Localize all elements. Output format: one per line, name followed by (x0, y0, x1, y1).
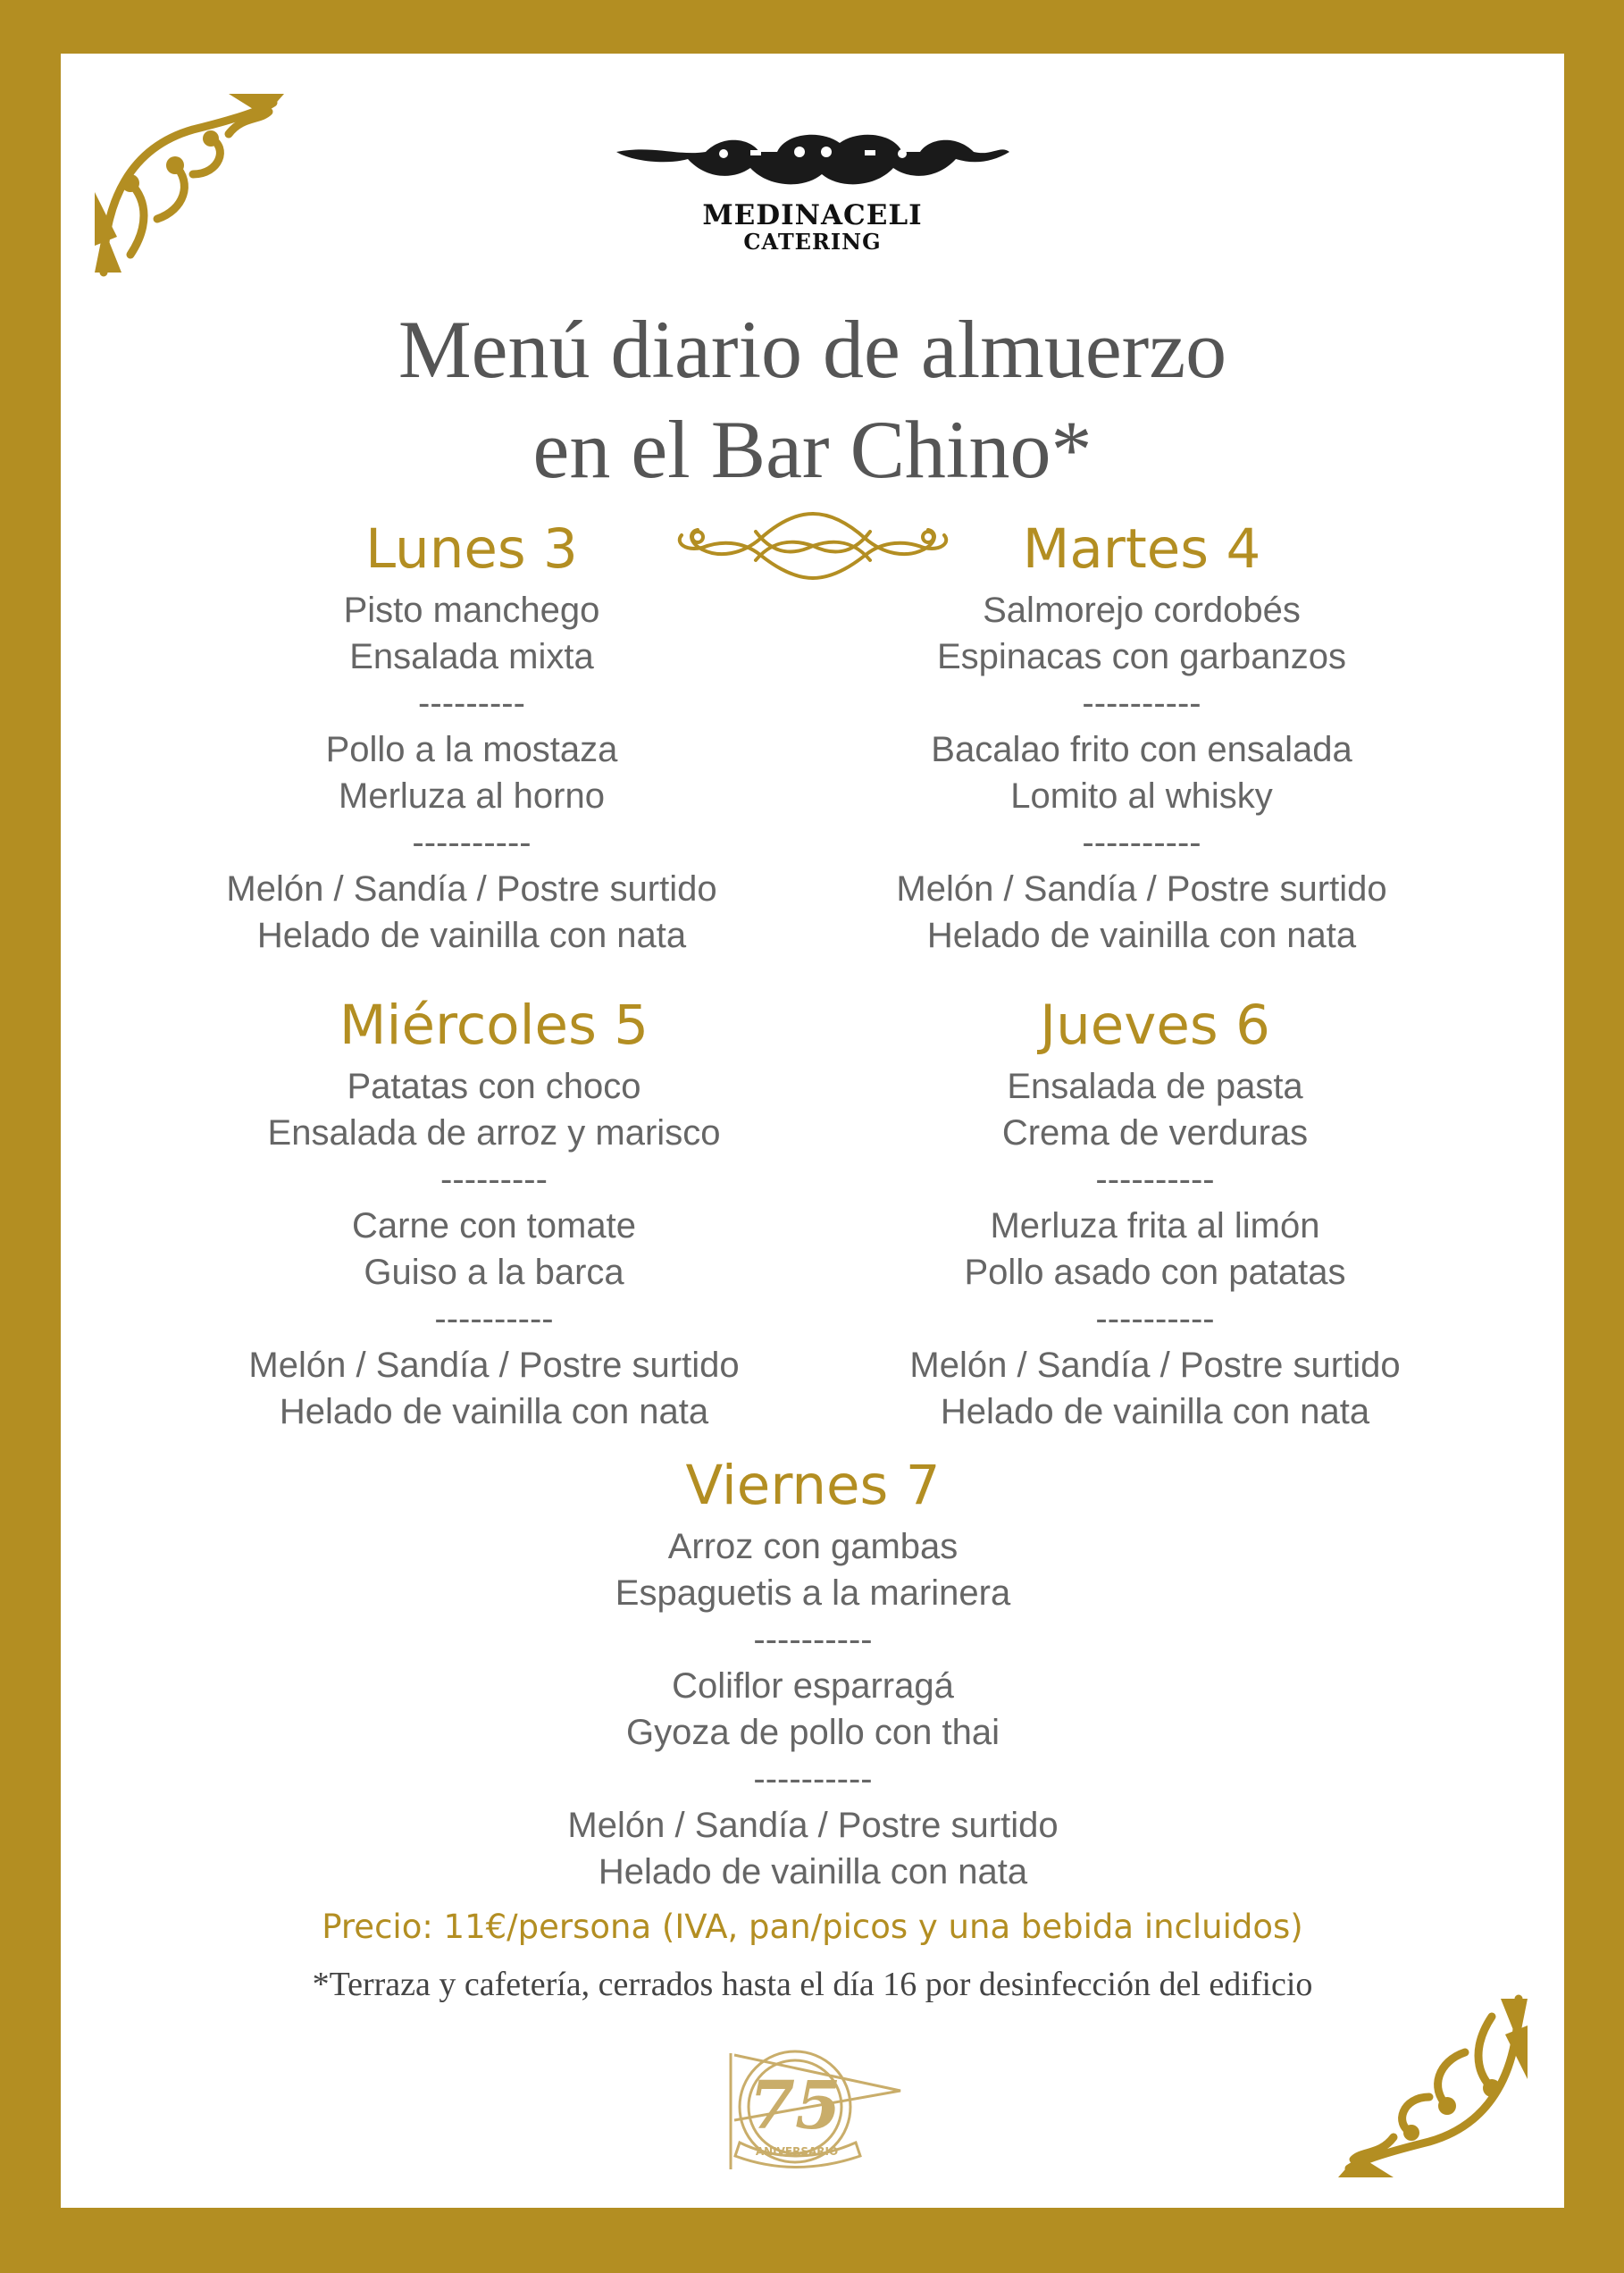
menu-item: Ensalada mixta (349, 637, 594, 676)
menu-panel (61, 54, 1564, 2208)
menu-item: Coliflor esparragá (672, 1666, 954, 1706)
emblem-number: 75 (749, 2068, 841, 2144)
day-martes (816, 516, 1468, 959)
day-title: Lunes 3 (365, 517, 578, 581)
price-line: Precio: 11€/persona (IVA, pan/picos y una bebida incluidos) (322, 1908, 1303, 1946)
closure-note: *Terraza y cafetería, cerrados hasta el día 16 por desinfección del edificio (312, 1966, 1313, 2003)
separator: --------- (418, 684, 525, 723)
separator: ---------- (1095, 1299, 1215, 1338)
menu-item: Melón / Sandía / Postre surtido (248, 1346, 740, 1385)
menu-item: Helado de vainilla con nata (926, 916, 1357, 955)
title-line-2: en el Bar Chino* (532, 404, 1092, 495)
day-lunes (146, 516, 798, 959)
menu-item: Helado de vainilla con nata (279, 1392, 709, 1431)
menu-item: Gyoza de pollo con thai (625, 1713, 1000, 1752)
day-title: Jueves 6 (1040, 994, 1270, 1057)
menu-item: Pollo a la mostaza (325, 730, 618, 769)
menu-item: Arroz con gambas (667, 1527, 958, 1566)
brand-subtitle: CATERING (743, 229, 882, 255)
anniversary-emblem-icon (713, 2035, 915, 2178)
title-line-1: Menú diario de almuerzo (398, 304, 1227, 395)
lion-crest-icon (616, 125, 1009, 189)
menu-item: Salmorejo cordobés (983, 591, 1301, 630)
menu-item: Helado de vainilla con nata (598, 1852, 1028, 1891)
separator: ---------- (1082, 684, 1201, 723)
day-title: Miércoles 5 (339, 994, 649, 1057)
menu-item: Pisto manchego (343, 591, 600, 630)
menu-item: Espinacas con garbanzos (936, 637, 1347, 676)
menu-item: Patatas con choco (347, 1067, 641, 1106)
day-title: Viernes 7 (685, 1454, 941, 1517)
menu-item: Lomito al whisky (1010, 776, 1273, 816)
separator: ---------- (412, 823, 532, 862)
menu-item: Ensalada de arroz y marisco (267, 1113, 721, 1153)
separator: ---------- (753, 1620, 873, 1659)
menu-item: Merluza frita al limón (990, 1206, 1320, 1246)
menu-item: Merluza al horno (339, 776, 605, 816)
menu-item: Melón / Sandía / Postre surtido (226, 869, 717, 909)
brand-logo (61, 125, 1564, 254)
page-title (61, 299, 1564, 499)
emblem-text: ANIVERSARIO (755, 2145, 839, 2158)
menu-item: Bacalao frito con ensalada (931, 730, 1352, 769)
day-title: Martes 4 (1022, 517, 1261, 581)
separator: ---------- (434, 1299, 554, 1338)
menu-item: Melón / Sandía / Postre surtido (896, 869, 1387, 909)
day-jueves (829, 992, 1481, 1435)
menu-item: Melón / Sandía / Postre surtido (909, 1346, 1401, 1385)
brand-name: MEDINACELI (702, 199, 923, 231)
day-miercoles (168, 992, 820, 1435)
menu-item: Helado de vainilla con nata (256, 916, 687, 955)
menu-item: Melón / Sandía / Postre surtido (567, 1806, 1059, 1845)
menu-item: Guiso a la barca (364, 1253, 624, 1292)
day-viernes (487, 1452, 1139, 1895)
separator: ---------- (1082, 823, 1201, 862)
menu-item: Carne con tomate (352, 1206, 636, 1246)
separator: --------- (440, 1160, 548, 1199)
separator: ---------- (753, 1759, 873, 1799)
menu-item: Helado de vainilla con nata (940, 1392, 1370, 1431)
separator: ---------- (1095, 1160, 1215, 1199)
menu-item: Crema de verduras (1001, 1113, 1309, 1153)
menu-item: Ensalada de pasta (1007, 1067, 1303, 1106)
corner-ornament-bottom-right (1338, 1988, 1528, 2177)
menu-item: Pollo asado con patatas (964, 1253, 1346, 1292)
menu-item: Espaguetis a la marinera (615, 1573, 1011, 1613)
